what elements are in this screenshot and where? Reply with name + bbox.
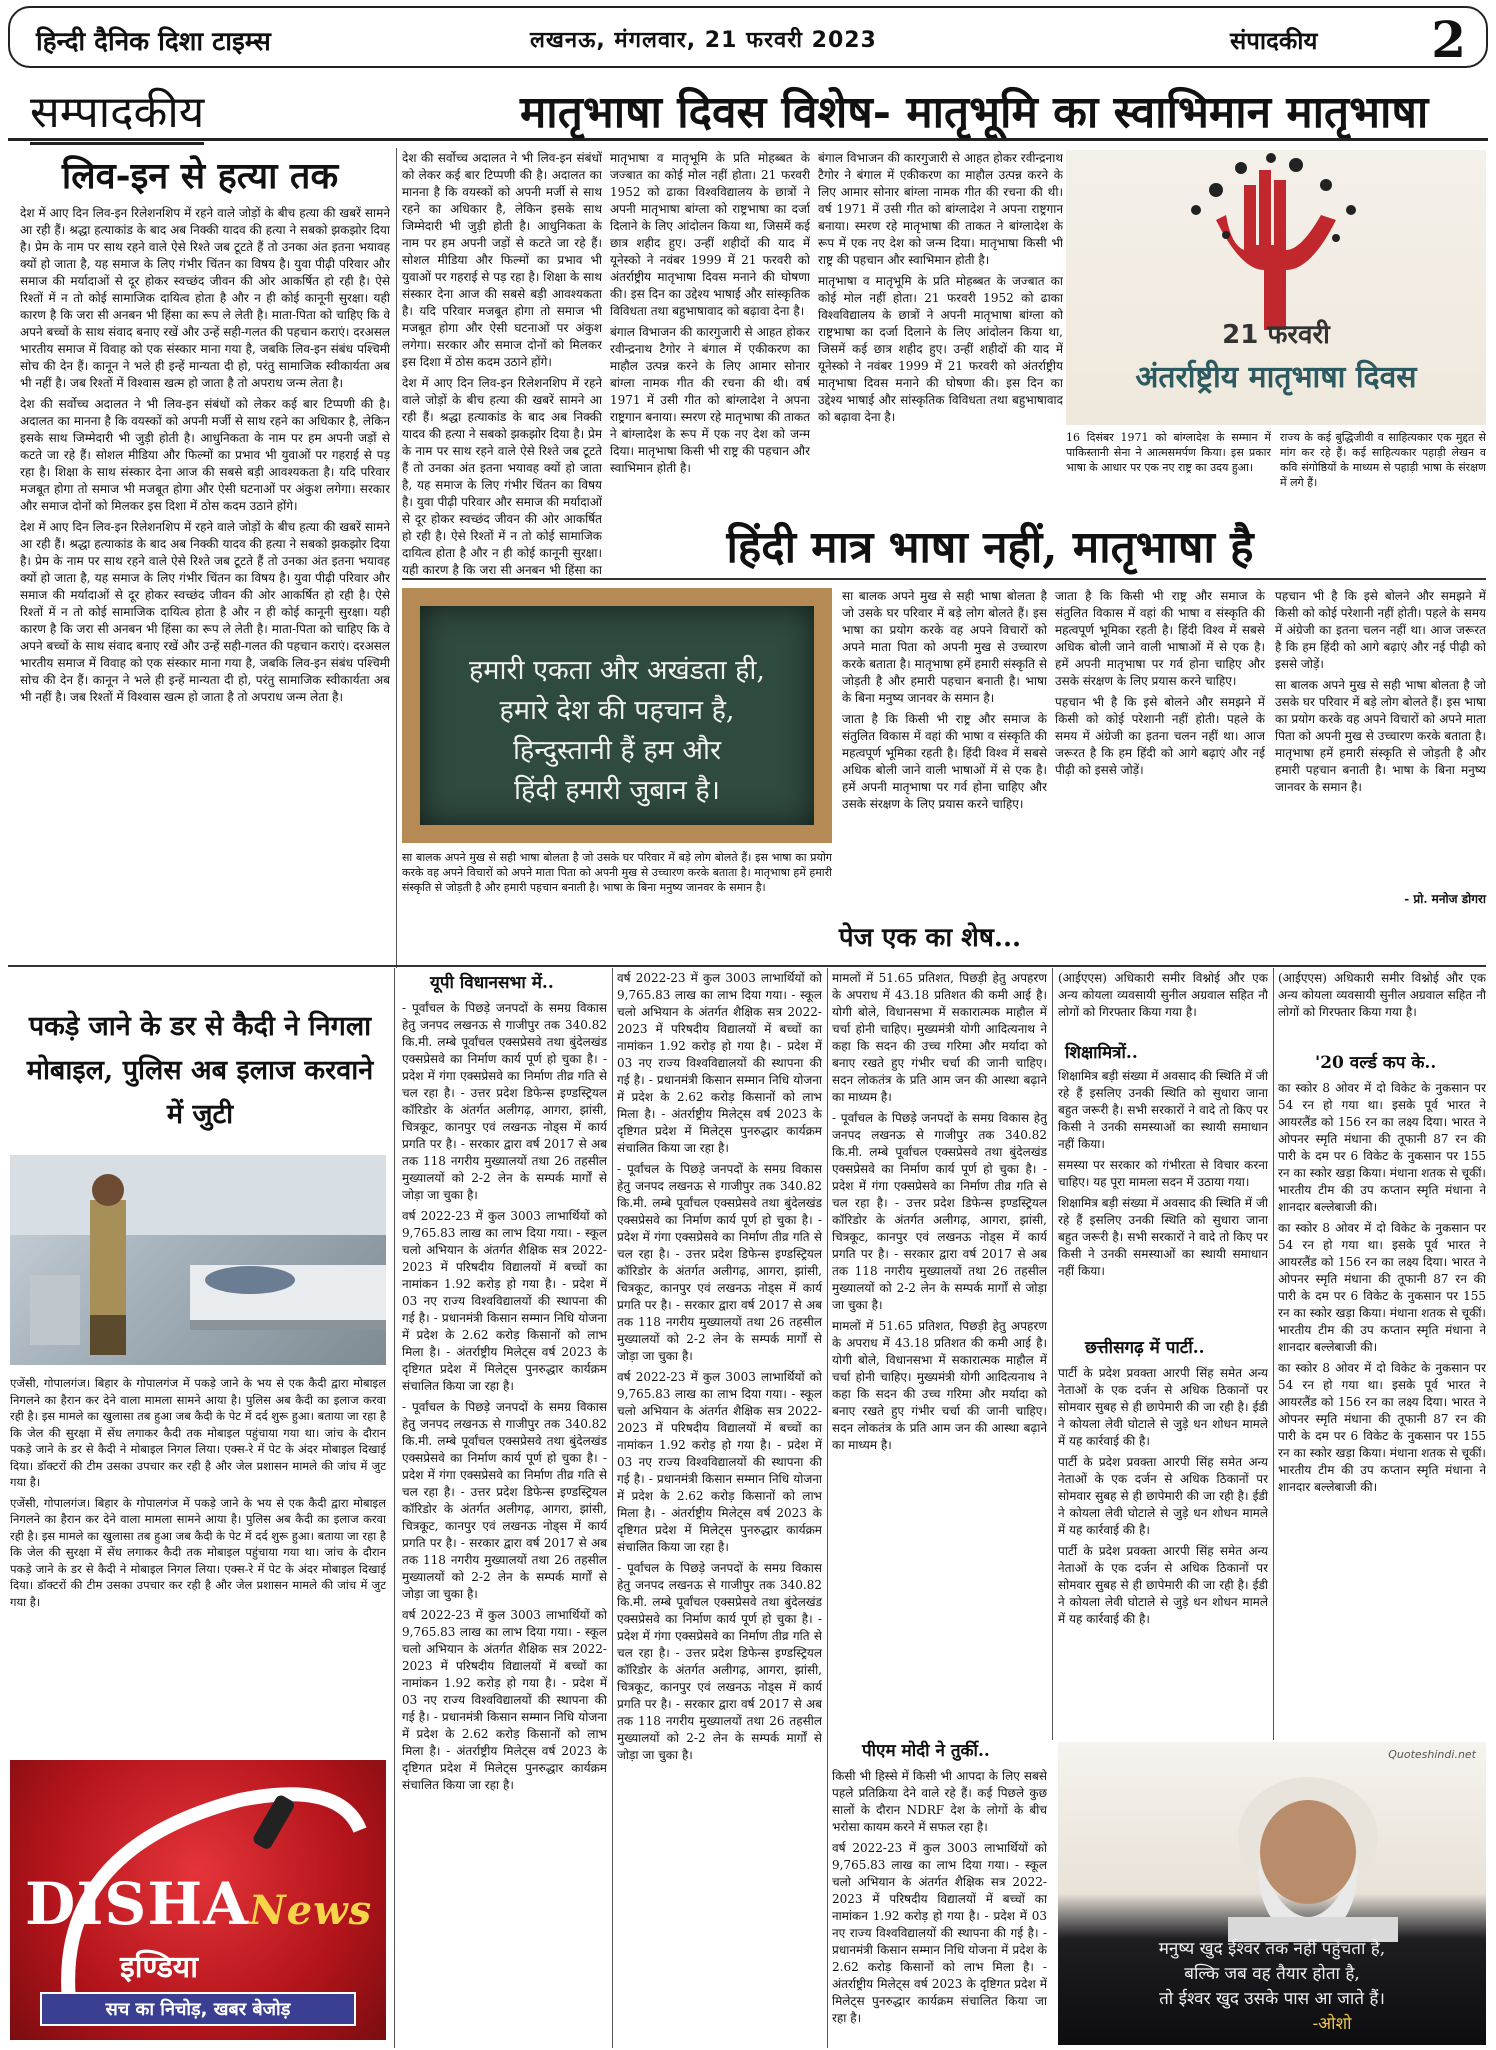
editorial-text-2: देश की सर्वोच्च अदालत ने भी लिव-इन संबंधों को लेकर कई बार टिप्पणी की है। अदालत का मानना है कि वयस्कों को अपनी मर्जी से साथ रहने का अधिकार है, लेकिन इसके साथ जिम्मेदारी भी जुड़ी होती है। आधुनिकता के नाम पर हम अपनी जड़ों से कटते जा रहे हैं। सोशल मीडिया और फिल्मों का प्रभाव भी युवाओं पर गहराई से पड़ रहा है। शिक्षा के साथ संस्कार देना आज की सबसे बड़ी आवश्यकता है। यदि परिवार मजबूत होगा तो समाज भी मजबूत होगा और ऐसी घटनाओं पर अंकुश लगेगा। सरकार और समाज दोनों को मिलकर इस दिशा में ठोस कदम उठाने होंगे। (402, 151, 602, 369)
logo-tagline: सच का निचोड़, खबर बेजोड़ (40, 1992, 356, 2026)
editorial-text-1b: देश की सर्वोच्च अदालत ने भी लिव-इन संबंधों को लेकर कई बार टिप्पणी की है। अदालत का मानना है कि वयस्कों को अपनी मर्जी से साथ रहने का अधिकार है, लेकिन इसके साथ जिम्मेदारी भी जुड़ी होती है। आधुनिकता के नाम पर हम अपनी जड़ों से कटते जा रहे हैं। सोशल मीडिया और फिल्मों का प्रभाव भी युवाओं पर गहराई से पड़ रहा है। शिक्षा के साथ संस्कार देना आज की सबसे बड़ी आवश्यकता है। यदि परिवार मजबूत होगा तो समाज भी मजबूत होगा और ऐसी घटनाओं पर अंकुश लगेगा। सरकार और समाज दोनों को मिलकर इस दिशा में ठोस कदम उठाने होंगे। (20, 397, 390, 513)
budget-text-2: वर्ष 2022-23 में कुल 3003 लाभार्थियों को 9,765.83 लाख का लाभ दिया गया। - स्कूल चलो अभियान के अंतर्गत शैक्षिक सत्र 2022-2023 में परिषदीय विद्यालयों में बच्चों का नामांकन 1.92 करोड़ हो गया है। - प्रदेश में 03 नए राज्य विश्वविद्यालयों की स्थापना की गई है। - प्रधानमंत्री किसान सम्मान निधि योजना में प्रदेश के 2.62 करोड़ किसानों को लाभ मिला है। - अंतर्राष्ट्रीय मिलेट्स वर्ष 2023 के दृष्टिगत प्रदेश में मिलेट्स पुनरुद्धार कार्यक्रम संचालित किया जा रहा है। (617, 971, 822, 1155)
chalkboard (420, 606, 814, 825)
osho-portrait-icon (1058, 1742, 1486, 1942)
budget-text-3b: - पूर्वांचल के पिछड़े जनपदों के समग्र विकास हेतु जनपद लखनऊ से गाजीपुर तक 340.82 कि.मी. लम्बे पूर्वांचल एक्सप्रेसवे तथा बुंदेलखंड एक्सप्रेसवे का निर्माण कार्य पूर्ण हो चुका है। - प्रदेश में गंगा एक्सप्रेसवे का निर्माण तीव्र गति से चल रहा है। - उत्तर प्रदेश डिफेन्स इण्डस्ट्रियल कॉरिडोर के अंतर्गत अलीगढ़, आगरा, झांसी, चित्रकूट, कानपुर एवं लखनऊ नोड्स में कार्य प्रगति पर है। - सरकार द्वारा वर्ष 2017 से अब तक 118 नगरीय मुख्यालयों तथा 26 तहसील मुख्यालयों को 2-2 लेन के सम्पर्क मार्गों से जोड़ा जा चुका है। (832, 1111, 1047, 1312)
budget-text-3c: मामलों में 51.65 प्रतिशत, पिछड़ी हेतु अपहरण के अपराध में 43.18 प्रतिशत की कमी आई है। योगी बोले, विधानसभा में सकारात्मक माहौल में चर्चा होनी चाहिए। मुख्यमंत्री योगी आदित्यनाथ ने कहा कि सदन की उच्च गरिमा और मर्यादा को बनाए रखते हुए गंभीर चर्चा की जानी चाहिए। सदन लोकतंत्र के प्रति आम जन की आस्था बढ़ाने का माध्यम है। (832, 1319, 1047, 1452)
paper-name: हिन्दी दैनिक दिशा टाइम्स (36, 27, 271, 57)
quote-line-1: मनुष्य खुद ईश्वर तक नहीं पहुँचता है, (1158, 1939, 1386, 1959)
up-budget-subhead: यूपी विधानसभा में.. (430, 973, 554, 993)
quote-watermark: Quoteshindi.net (1388, 1748, 1476, 1761)
hindi-article-headline: हिंदी मात्र भाषा नहीं, मातृभाषा है (726, 522, 1254, 573)
section-name: संपादकीय (1230, 27, 1318, 55)
quote-author: -ओशो (1312, 2014, 1352, 2034)
chh-text-1: पार्टी के प्रदेश प्रवक्ता आरपी सिंह समेत अन्य नेताओं के एक दर्जन से अधिक ठिकानों पर सोमवार सुबह से ही छापेमारी की जा रही है। ईडी ने कोयला लेवी घोटाले से जुड़े धन शोधन मामले में यह कार्रवाई की है। (1058, 1366, 1268, 1448)
logo-brand-suffix: News (249, 1887, 373, 1934)
divider (1273, 968, 1274, 1740)
logo-brand: DISHA (25, 1870, 250, 1938)
prisoner-text-1: एजेंसी, गोपालगंज। बिहार के गोपालगंज में पकड़े जाने के भय से एक कैदी द्वारा मोबाइल निगलने का हैरान कर देने वाला मामला सामने आया है। पुलिस अब कैदी का इलाज करवा रही है। इस मामले का खुलासा तब हुआ जब कैदी के पेट में दर्द शुरू हुआ। बताया जा रहा है कि जेल की सुरक्षा में सेंध लगाकर कैदी तक मोबाइल पहुंचाया गया था। जांच के दौरान पकड़े जाने के डर से कैदी ने मोबाइल निगल लिया। एक्स-रे में पेट के अंदर मोबाइल दिखाई दिया। डॉक्टरों की टीम उसका उपचार कर रही है और जेल प्रशासन मामले की जांच में जुट गया है। (10, 1376, 386, 1489)
hindi-below-image: सा बालक अपने मुख से सही भाषा बोलता है जो उसके घर परिवार में बड़े लोग बोलते हैं। इस भाषा का प्रयोग करके वह अपने विचारों को अपने माता पिता को अपनी मुख से उच्चारण करके बताता है। मातृभाषा हमें हमारी संस्कृति से जोड़ती है और हमारी पहचान बनाती है। भाषा के बिना मनुष्य जानवर के समान है। (402, 851, 832, 894)
pm-text-1: किसी भी हिस्से में किसी भी आपदा के लिए सबसे पहले प्रतिक्रिया देने वाले रहे हैं। कई पिछले कुछ सालों के दौरान NDRF देश के लोगों के बीच भरोसा कायम करने में सफल रहा है। (832, 1769, 1047, 1834)
mt-text-b2: मातृभाषा व मातृभूमि के प्रति मोहब्बत के जज्बात का कोई मोल नहीं होता। 21 फरवरी 1952 को ढाका विश्वविद्यालय के छात्रों ने अपनी मातृभाषा बांग्ला को राष्ट्रभाषा का दर्जा दिलाने के लिए आंदोलन किया था, जिसमें कई छात्र शहीद हुए। उन्हीं शहीदों की याद में यूनेस्को ने नवंबर 1999 में 21 फरवरी को अंतर्राष्ट्रीय मातृभाषा दिवस मनाने की घोषणा की। इस दिन का उद्देश्य भाषाई और सांस्कृतिक विविधता तथा बहुभाषावाद को बढ़ावा देना है। (818, 274, 1063, 424)
shiksha-text-2: समस्या पर सरकार को गंभीरता से विचार करना चाहिए। यह पूरा मामला सदन में उठाया गया। (1058, 1158, 1268, 1189)
divider (1052, 968, 1053, 1740)
hindi-text-2: जाता है कि किसी भी राष्ट्र और समाज के संतुलित विकास में वहां की भाषा व संस्कृति की महत्वपूर्ण भूमिका रहती है। हिंदी विश्व में सबसे अधिक बोली जाने वाली भाषाओं में से एक है। हमें अपनी मातृभाषा पर गर्व होना चाहिए और उसके संरक्षण के लिए प्रयास करने चाहिए। (1055, 589, 1265, 688)
rule-mid (8, 965, 1486, 967)
wc-text-2: का स्कोर 8 ओवर में दो विकेट के नुकसान पर 54 रन हो गया था। इसके पूर्व भारत ने आयरलैंड को 156 रन का लक्ष्य दिया। भारत ने ओपनर स्मृति मंधाना की तूफानी 87 रन की पारी के दम पर 6 विकेट के नुकसान पर 155 रन का स्कोर खड़ा किया। मंधाना शतक से चूकीं। भारतीय टीम की उप कप्तान स्मृति मंधाना ने शानदार बल्लेबाजी की। (1278, 1221, 1486, 1354)
chalk-line-4: हिंदी हमारी जुबान है। (514, 775, 720, 806)
prisoner-headline: पकड़े जाने के डर से कैदी ने निगला मोबाइल, पुलिस अब इलाज करवाने में जुटी (26, 1011, 374, 1130)
shiksha-mitra-body (1058, 1068, 1268, 1328)
budget-text-1b: वर्ष 2022-23 में कुल 3003 लाभार्थियों को 9,765.83 लाख का लाभ दिया गया। - स्कूल चलो अभियान के अंतर्गत शैक्षिक सत्र 2022-2023 में परिषदीय विद्यालयों में बच्चों का नामांकन 1.92 करोड़ हो गया है। - प्रदेश में 03 नए राज्य विश्वविद्यालयों की स्थापना की गई है। - प्रधानमंत्री किसान सम्मान निधि योजना में प्रदेश के 2.62 करोड़ किसानों को लाभ मिला है। - अंतर्राष्ट्रीय मिलेट्स वर्ष 2023 के दृष्टिगत प्रदेश में मिलेट्स पुनरुद्धार कार्यक्रम संचालित किया जा रहा है। (402, 1209, 607, 1393)
chalkboard-image (402, 588, 832, 843)
continuation-label: पेज एक का शेष... (838, 923, 1022, 953)
shiksha-mitra-subhead: शिक्षामित्रों.. (1065, 1043, 1138, 1063)
chh-text-3: पार्टी के प्रदेश प्रवक्ता आरपी सिंह समेत अन्य नेताओं के एक दर्जन से अधिक ठिकानों पर सोमवार सुबह से ही छापेमारी की जा रही है। ईडी ने कोयला लेवी घोटाले से जुड़े धन शोधन मामले में यह कार्रवाई की है। (1058, 1544, 1268, 1626)
poster-title: अंतर्राष्ट्रीय मातृभाषा दिवस (1135, 360, 1417, 395)
page-number: 2 (1431, 10, 1466, 69)
divider (612, 968, 613, 2048)
budget-text-2b: - पूर्वांचल के पिछड़े जनपदों के समग्र विकास हेतु जनपद लखनऊ से गाजीपुर तक 340.82 कि.मी. लम्बे पूर्वांचल एक्सप्रेसवे तथा बुंदेलखंड एक्सप्रेसवे का निर्माण कार्य पूर्ण हो चुका है। - प्रदेश में गंगा एक्सप्रेसवे का निर्माण तीव्र गति से चल रहा है। - उत्तर प्रदेश डिफेन्स इण्डस्ट्रियल कॉरिडोर के अंतर्गत अलीगढ़, आगरा, झांसी, चित्रकूट, कानपुर एवं लखनऊ नोड्स में कार्य प्रगति पर है। - सरकार द्वारा वर्ष 2017 से अब तक 118 नगरीय मुख्यालयों तथा 26 तहसील मुख्यालयों को 2-2 लेन के सम्पर्क मार्गों से जोड़ा जा चुका है। (617, 1162, 822, 1363)
wc-text-3: का स्कोर 8 ओवर में दो विकेट के नुकसान पर 54 रन हो गया था। इसके पूर्व भारत ने आयरलैंड को 156 रन का लक्ष्य दिया। भारत ने ओपनर स्मृति मंधाना की तूफानी 87 रन की पारी के दम पर 6 विकेट के नुकसान पर 155 रन का स्कोर खड़ा किया। मंधाना शतक से चूकीं। भारतीय टीम की उप कप्तान स्मृति मंधाना ने शानदार बल्लेबाजी की। (1278, 1361, 1486, 1494)
world-cup-body (1278, 1080, 1486, 1735)
pm-modi-subhead: पीएम मोदी ने तुर्की.. (862, 1741, 990, 1761)
mt-text-a: मातृभाषा व मातृभूमि के प्रति मोहब्बत के जज्बात का कोई मोल नहीं होता। 21 फरवरी 1952 को ढाका विश्वविद्यालय के छात्रों ने अपनी मातृभाषा बांग्ला को राष्ट्रभाषा का दर्जा दिलाने के लिए आंदोलन किया था, जिसमें कई छात्र शहीद हुए। उन्हीं शहीदों की याद में यूनेस्को ने नवंबर 1999 में 21 फरवरी को अंतर्राष्ट्रीय मातृभाषा दिवस मनाने की घोषणा की। इस दिन का उद्देश्य भाषाई और सांस्कृतिक विविधता तथा बहुभाषावाद को बढ़ावा देना है। (610, 151, 810, 318)
pm-modi-body (832, 1768, 1047, 2045)
divider (394, 968, 395, 2048)
budget-text-1c: - पूर्वांचल के पिछड़े जनपदों के समग्र विकास हेतु जनपद लखनऊ से गाजीपुर तक 340.82 कि.मी. लम्बे पूर्वांचल एक्सप्रेसवे तथा बुंदेलखंड एक्सप्रेसवे का निर्माण कार्य पूर्ण हो चुका है। - प्रदेश में गंगा एक्सप्रेसवे का निर्माण तीव्र गति से चल रहा है। - उत्तर प्रदेश डिफेन्स इण्डस्ट्रियल कॉरिडोर के अंतर्गत अलीगढ़, आगरा, झांसी, चित्रकूट, कानपुर एवं लखनऊ नोड्स में कार्य प्रगति पर है। - सरकार द्वारा वर्ष 2017 से अब तक 118 नगरीय मुख्यालयों तथा 26 तहसील मुख्यालयों को 2-2 लेन के सम्पर्क मार्गों से जोड़ा जा चुका है। (402, 1400, 607, 1601)
hindi-text-1: सा बालक अपने मुख से सही भाषा बोलता है जो उसके घर परिवार में बड़े लोग बोलते हैं। इस भाषा का प्रयोग करके वह अपने विचारों को अपने माता पिता को अपनी मुख से उच्चारण करके बताता है। मातृभाषा हमें हमारी संस्कृति से जोड़ती है और हमारी पहचान बनाती है। भाषा के बिना मनुष्य जानवर के समान है। (842, 589, 1047, 705)
section-label: सम्पादकीय (30, 80, 204, 145)
chh-text-2: पार्टी के प्रदेश प्रवक्ता आरपी सिंह समेत अन्य नेताओं के एक दर्जन से अधिक ठिकानों पर सोमवार सुबह से ही छापेमारी की जा रही है। ईडी ने कोयला लेवी घोटाले से जुड़े धन शोधन मामले में यह कार्रवाई की है। (1058, 1455, 1268, 1537)
quote-text (1058, 1937, 1486, 2037)
poster-caption-a: 16 दिसंबर 1971 को बांग्लादेश के सम्मान में पाकिस्तानी सेना ने आत्मसमर्पण किया। इस प्रकार भाषा के आधार पर एक नए राष्ट्र का उदय हुआ। (1066, 431, 1271, 474)
rule-hindi (402, 578, 1486, 580)
mt-text-b: बंगाल विभाजन की कारगुजारी से आहत होकर रवीन्द्रनाथ टैगोर ने बंगाल में एकीकरण का माहौल उत्पन्न करने के लिए आमार सोनार बांग्ला नामक गीत की रचना की थी। वर्ष 1971 में उसी गीत को बांग्लादेश ने अपना राष्ट्रगान बनाया। स्मरण रहे मातृभाषा की ताकत ने बांग्लादेश के रूप में एक नए देश को जन्म दिया। मातृभाषा किसी भी राष्ट्र की पहचान और स्वाभिमान होती है। (818, 151, 1063, 267)
editorial-text-1: देश में आए दिन लिव-इन रिलेशनशिप में रहने वाले जोड़ों के बीच हत्या की खबरें सामने आ रही हैं। श्रद्धा हत्याकांड के बाद अब निक्की यादव की हत्या ने सबको झकझोर दिया है। प्रेम के नाम पर साथ रहने वाले ऐसे रिश्ते जब टूटते हैं तो उनका अंत इतना भयावह क्यों हो जाता है, यह समाज के लिए गंभीर चिंतन का विषय है। युवा पीढ़ी परिवार और समाज की मर्यादाओं से दूर होकर स्वच्छंद जीवन की ओर आकर्षित हो रही है। ऐसे रिश्तों में न तो कोई सामाजिक दायित्व होता है और न ही कोई कानूनी सुरक्षा। यही कारण है कि जरा सी अनबन भी हिंसा का रूप ले लेती है। माता-पिता को चाहिए कि वे अपने बच्चों के साथ संवाद बनाए रखें और उन्हें सही-गलत की पहचान कराएं। दरअसल भारतीय समाज में विवाह को एक संस्कार माना गया है, जबकि लिव-इन संबंध पश्चिमी सोच की देन हैं। कानून ने भले ही इन्हें मान्यता दी हो, परंतु सामाजिक स्वीकार्यता अब भी नहीं है। जब रिश्तों में विश्वास खत्म हो जाता है तो अपराध जन्म लेता है। (20, 206, 390, 390)
editorial-col-2 (402, 150, 602, 580)
up-budget-col-2 (617, 970, 822, 2045)
poster-date: 21 फरवरी (1222, 320, 1330, 350)
budget-text-3: मामलों में 51.65 प्रतिशत, पिछड़ी हेतु अपहरण के अपराध में 43.18 प्रतिशत की कमी आई है। योगी बोले, विधानसभा में सकारात्मक माहौल में चर्चा होनी चाहिए। मुख्यमंत्री योगी आदित्यनाथ ने कहा कि सदन की उच्च गरिमा और मर्यादा को बनाए रखते हुए गंभीर चर्चा की जानी चाहिए। सदन लोकतंत्र के प्रति आम जन की आस्था बढ़ाने का माध्यम है। (832, 971, 1047, 1104)
shiksha-text-3: शिक्षामित्र बड़ी संख्या में अवसाद की स्थिति में जी रहे हैं इसलिए उनकी स्थिति को सुधारा जाना बहुत जरूरी है। सभी सरकारों ने वादे तो किए पर किसी ने उनकी समस्याओं का स्थायी समाधान नहीं किया। (1058, 1196, 1268, 1278)
top-rule (8, 138, 1488, 141)
dateline: लखनऊ, मंगलवार, 21 फरवरी 2023 (530, 28, 877, 53)
chalk-line-1: हमारी एकता और अखंडता ही, (468, 655, 765, 686)
logo-country: इण्डिया (120, 1950, 198, 1985)
editorial-text-1c: देश में आए दिन लिव-इन रिलेशनशिप में रहने वाले जोड़ों के बीच हत्या की खबरें सामने आ रही हैं। श्रद्धा हत्याकांड के बाद अब निक्की यादव की हत्या ने सबको झकझोर दिया है। प्रेम के नाम पर साथ रहने वाले ऐसे रिश्ते जब टूटते हैं तो उनका अंत इतना भयावह क्यों हो जाता है, यह समाज के लिए गंभीर चिंतन का विषय है। युवा पीढ़ी परिवार और समाज की मर्यादाओं से दूर होकर स्वच्छंद जीवन की ओर आकर्षित हो रही है। ऐसे रिश्तों में न तो कोई सामाजिक दायित्व होता है और न ही कोई कानूनी सुरक्षा। यही कारण है कि जरा सी अनबन भी हिंसा का रूप ले लेती है। माता-पिता को चाहिए कि वे अपने बच्चों के साथ संवाद बनाए रखें और उन्हें सही-गलत की पहचान कराएं। दरअसल भारतीय समाज में विवाह को एक संस्कार माना गया है, जबकि लिव-इन संबंध पश्चिमी सोच की देन हैं। कानून ने भले ही इन्हें मान्यता दी हो, परंतु सामाजिक स्वीकार्यता अब भी नहीं है। जब रिश्तों में विश्वास खत्म हो जाता है तो अपराध जन्म लेता है। (20, 520, 390, 704)
hospital-scene-icon (10, 1155, 386, 1365)
chhattisgarh-subhead: छत्तीसगढ़ में पार्टी.. (1085, 1338, 1205, 1358)
chalk-line-2: हमारे देश की पहचान है, (499, 695, 735, 726)
osho-quote-image (1058, 1742, 1486, 2045)
hindi-author: - प्रो. मनोज डोगरा (1404, 892, 1486, 906)
budget-text-1d: वर्ष 2022-23 में कुल 3003 लाभार्थियों को 9,765.83 लाख का लाभ दिया गया। - स्कूल चलो अभियान के अंतर्गत शैक्षिक सत्र 2022-2023 में परिषदीय विद्यालयों में बच्चों का नामांकन 1.92 करोड़ हो गया है। - प्रदेश में 03 नए राज्य विश्वविद्यालयों की स्थापना की गई है। - प्रधानमंत्री किसान सम्मान निधि योजना में प्रदेश के 2.62 करोड़ किसानों को लाभ मिला है। - अंतर्राष्ट्रीय मिलेट्स वर्ष 2023 के दृष्टिगत प्रदेश में मिलेट्स पुनरुद्धार कार्यक्रम संचालित किया जा रहा है। (402, 1608, 607, 1792)
budget-text-2d: - पूर्वांचल के पिछड़े जनपदों के समग्र विकास हेतु जनपद लखनऊ से गाजीपुर तक 340.82 कि.मी. लम्बे पूर्वांचल एक्सप्रेसवे तथा बुंदेलखंड एक्सप्रेसवे का निर्माण कार्य पूर्ण हो चुका है। - प्रदेश में गंगा एक्सप्रेसवे का निर्माण तीव्र गति से चल रहा है। - उत्तर प्रदेश डिफेन्स इण्डस्ट्रियल कॉरिडोर के अंतर्गत अलीगढ़, आगरा, झांसी, चित्रकूट, कानपुर एवं लखनऊ नोड्स में कार्य प्रगति पर है। - सरकार द्वारा वर्ष 2017 से अब तक 118 नगरीय मुख्यालयों तथा 26 तहसील मुख्यालयों को 2-2 लेन के सम्पर्क मार्गों से जोड़ा जा चुका है। (617, 1561, 822, 1762)
hindi-text-3b: सा बालक अपने मुख से सही भाषा बोलता है जो उसके घर परिवार में बड़े लोग बोलते हैं। इस भाषा का प्रयोग करके वह अपने विचारों को अपने माता पिता को अपनी मुख से उच्चारण करके बताता है। मातृभाषा हमें हमारी संस्कृति से जोड़ती है और हमारी पहचान बनाती है। भाषा के बिना मनुष्य जानवर के समान है। (1275, 678, 1486, 794)
hindi-col-2 (1055, 588, 1265, 910)
pm-text-2: वर्ष 2022-23 में कुल 3003 लाभार्थियों को 9,765.83 लाख का लाभ दिया गया। - स्कूल चलो अभियान के अंतर्गत शैक्षिक सत्र 2022-2023 में परिषदीय विद्यालयों में बच्चों का नामांकन 1.92 करोड़ हो गया है। - प्रदेश में 03 नए राज्य विश्वविद्यालयों की स्थापना की गई है। - प्रधानमंत्री किसान सम्मान निधि योजना में प्रदेश के 2.62 करोड़ किसानों को लाभ मिला है। - अंतर्राष्ट्रीय मिलेट्स वर्ष 2023 के दृष्टिगत प्रदेश में मिलेट्स पुनरुद्धार कार्यक्रम संचालित किया जा रहा है। (832, 1841, 1047, 2025)
hindi-text-2b: पहचान भी है कि इसे बोलने और समझने में किसी को कोई परेशानी नहीं होती। पहले के समय में अंग्रेजी का इतना चलन नहीं था। आज जरूरत है कि हम हिंदी को आगे बढ़ाएं और नई पीढ़ी को इससे जोड़ें। (1055, 695, 1265, 777)
budget-text-1: - पूर्वांचल के पिछड़े जनपदों के समग्र विकास हेतु जनपद लखनऊ से गाजीपुर तक 340.82 कि.मी. लम्बे पूर्वांचल एक्सप्रेसवे तथा बुंदेलखंड एक्सप्रेसवे का निर्माण कार्य पूर्ण हो चुका है। - प्रदेश में गंगा एक्सप्रेसवे का निर्माण तीव्र गति से चल रहा है। - उत्तर प्रदेश डिफेन्स इण्डस्ट्रियल कॉरिडोर के अंतर्गत अलीगढ़, आगरा, झांसी, चित्रकूट, कानपुर एवं लखनऊ नोड्स में कार्य प्रगति पर है। - सरकार द्वारा वर्ष 2017 से अब तक 118 नगरीय मुख्यालयों तथा 26 तहसील मुख्यालयों को 2-2 लेन के सम्पर्क मार्गों से जोड़ा जा चुका है। (402, 1001, 607, 1202)
hindi-text-3: पहचान भी है कि इसे बोलने और समझने में किसी को कोई परेशानी नहीं होती। पहले के समय में अंग्रेजी का इतना चलन नहीं था। आज जरूरत है कि हम हिंदी को आगे बढ़ाएं और नई पीढ़ी को इससे जोड़ें। (1275, 589, 1486, 671)
mt-text-a2: बंगाल विभाजन की कारगुजारी से आहत होकर रवीन्द्रनाथ टैगोर ने बंगाल में एकीकरण का माहौल उत्पन्न करने के लिए आमार सोनार बांग्ला नामक गीत की रचना की थी। वर्ष 1971 में उसी गीत को बांग्लादेश ने अपना राष्ट्रगान बनाया। स्मरण रहे मातृभाषा की ताकत ने बांग्लादेश के रूप में एक नए देश को जन्म दिया। मातृभाषा किसी भी राष्ट्र की पहचान और स्वाभिमान होती है। (610, 325, 810, 475)
prisoner-photo (10, 1155, 386, 1365)
shiksha-text-1: शिक्षामित्र बड़ी संख्या में अवसाद की स्थिति में जी रहे हैं इसलिए उनकी स्थिति को सुधारा जाना बहुत जरूरी है। सभी सरकारों ने वादे तो किए पर किसी ने उनकी समस्याओं का स्थायी समाधान नहीं किया। (1058, 1069, 1268, 1151)
disha-news-logo (10, 1760, 386, 2040)
mother-language-day-poster (1066, 150, 1486, 425)
budget-text-2c: वर्ष 2022-23 में कुल 3003 लाभार्थियों को 9,765.83 लाख का लाभ दिया गया। - स्कूल चलो अभियान के अंतर्गत शैक्षिक सत्र 2022-2023 में परिषदीय विद्यालयों में बच्चों का नामांकन 1.92 करोड़ हो गया है। - प्रदेश में 03 नए राज्य विश्वविद्यालयों की स्थापना की गई है। - प्रधानमंत्री किसान सम्मान निधि योजना में प्रदेश के 2.62 करोड़ किसानों को लाभ मिला है। - अंतर्राष्ट्रीय मिलेट्स वर्ष 2023 के दृष्टिगत प्रदेश में मिलेट्स पुनरुद्धार कार्यक्रम संचालित किया जा रहा है। (617, 1370, 822, 1554)
up-budget-col-3 (832, 970, 1047, 1730)
prisoner-body (10, 1375, 386, 1755)
quote-line-2: बल्कि जब वह तैयार होता है, (1184, 1964, 1360, 1984)
up-budget-col-1 (402, 1000, 607, 2045)
chalk-line-3: हिन्दुस्तानी हैं हम और (512, 735, 722, 766)
world-cup-top-left: (आईएएस) अधिकारी समीर विश्नोई और एक अन्य कोयला व्यवसायी सुनील अग्रवाल सहित नौ लोगों को गिरफ्तार किया गया है। (1058, 971, 1268, 1019)
poster-caption-b: राज्य के कई बुद्धिजीवी व साहित्यकार एक मुद्दत से मांग कर रहे हैं। कई साहित्यकार पहाड़ी लेखन व कवि संगोष्ठियों के माध्यम से पहाड़ी भाषा के संरक्षण में लगे हैं। (1280, 431, 1486, 489)
world-cup-subhead: '20 वर्ल्ड कप के.. (1315, 1053, 1437, 1073)
world-cup-top: (आईएएस) अधिकारी समीर विश्नोई और एक अन्य कोयला व्यवसायी सुनील अग्रवाल सहित नौ लोगों को गिरफ्तार किया गया है। (1278, 971, 1486, 1019)
masthead (8, 6, 1488, 68)
divider (827, 968, 828, 2048)
hindi-col-1 (842, 588, 1047, 910)
editorial-text-2b: देश में आए दिन लिव-इन रिलेशनशिप में रहने वाले जोड़ों के बीच हत्या की खबरें सामने आ रही हैं। श्रद्धा हत्याकांड के बाद अब निक्की यादव की हत्या ने सबको झकझोर दिया है। प्रेम के नाम पर साथ रहने वाले ऐसे रिश्ते जब टूटते हैं तो उनका अंत इतना भयावह क्यों हो जाता है, यह समाज के लिए गंभीर चिंतन का विषय है। युवा पीढ़ी परिवार और समाज की मर्यादाओं से दूर होकर स्वच्छंद जीवन की ओर आकर्षित हो रही है। ऐसे रिश्तों में न तो कोई सामाजिक दायित्व होता है और न ही कोई कानूनी सुरक्षा। यही कारण है कि जरा सी अनबन भी हिंसा का (402, 376, 602, 577)
hindi-text-1b: जाता है कि किसी भी राष्ट्र और समाज के संतुलित विकास में वहां की भाषा व संस्कृति की महत्वपूर्ण भूमिका रहती है। हिंदी विश्व में सबसे अधिक बोली जाने वाली भाषाओं में से एक है। हमें अपनी मातृभाषा पर गर्व होना चाहिए और उसके संरक्षण के लिए प्रयास करने चाहिए। (842, 712, 1047, 811)
editorial-col-1 (20, 205, 390, 950)
chhattisgarh-body (1058, 1365, 1268, 1735)
main-headline: मातृभाषा दिवस विशेष- मातृभूमि का स्वाभिमान मातृभाषा (520, 87, 1429, 138)
hindi-col-3 (1275, 588, 1486, 888)
editorial-headline: लिव-इन से हत्या तक (61, 155, 339, 197)
prisoner-text-2: एजेंसी, गोपालगंज। बिहार के गोपालगंज में पकड़े जाने के भय से एक कैदी द्वारा मोबाइल निगलने का हैरान कर देने वाला मामला सामने आया है। पुलिस अब कैदी का इलाज करवा रही है। इस मामले का खुलासा तब हुआ जब कैदी के पेट में दर्द शुरू हुआ। बताया जा रहा है कि जेल की सुरक्षा में सेंध लगाकर कैदी तक मोबाइल पहुंचाया गया था। जांच के दौरान पकड़े जाने के डर से कैदी ने मोबाइल निगल लिया। एक्स-रे में पेट के अंदर मोबाइल दिखाई दिया। डॉक्टरों की टीम उसका उपचार कर रही है और जेल प्रशासन मामले की जांच में जुट गया है। (10, 1495, 386, 1609)
divider (396, 148, 397, 968)
wc-text-1: का स्कोर 8 ओवर में दो विकेट के नुकसान पर 54 रन हो गया था। इसके पूर्व भारत ने आयरलैंड को 156 रन का लक्ष्य दिया। भारत ने ओपनर स्मृति मंधाना की तूफानी 87 रन की पारी के दम पर 6 विकेट के नुकसान पर 155 रन का स्कोर खड़ा किया। मंधाना शतक से चूकीं। भारतीय टीम की उप कप्तान स्मृति मंधाना ने शानदार बल्लेबाजी की। (1278, 1081, 1486, 1214)
quote-line-3: तो ईश्वर खुद उसके पास आ जाते हैं। (1159, 1989, 1385, 2009)
